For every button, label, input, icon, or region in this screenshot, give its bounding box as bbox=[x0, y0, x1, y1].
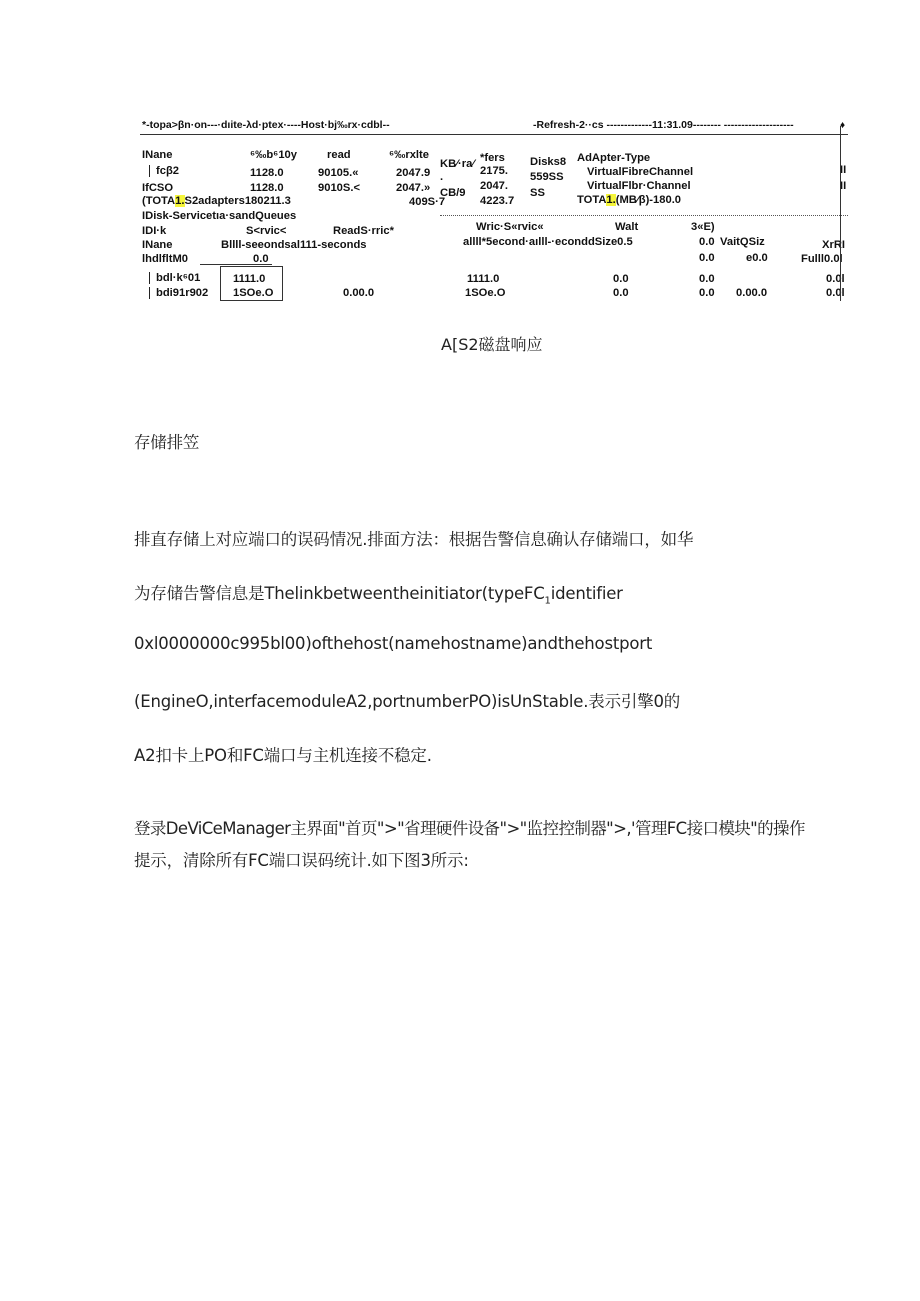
col-adapter: AdApter-Type bbox=[577, 152, 651, 164]
d2-b: 1SOe.O bbox=[465, 287, 506, 299]
col-write: ⁶‰rxlte bbox=[389, 149, 429, 161]
d2-a: 1SOe.O bbox=[233, 287, 274, 299]
paragraph-line: 提示，清除所有FC端口误码统计.如下图3所示: bbox=[134, 851, 469, 870]
d1-name: bdl·k⁶⁤01 bbox=[156, 272, 201, 284]
ihdl-label: lhdlfltM0 bbox=[142, 253, 188, 265]
d2-name: bdi91r902 bbox=[156, 287, 209, 299]
total-write: 409S·7 bbox=[409, 196, 446, 208]
r2-b: 1128.0 bbox=[250, 182, 284, 194]
r1-read: 90105.« bbox=[318, 167, 359, 179]
d1-b: 1111.0 bbox=[467, 273, 500, 285]
total2-row: TOTA1.(MB⁄β)-180.0 bbox=[577, 194, 682, 206]
d1-e: 0.0l bbox=[826, 273, 845, 285]
r1-end: II bbox=[840, 164, 847, 176]
paragraph-line: 登录DeViCeManager主界面"首页">"省理硬件设备">"监控控制器">,'管理FC接口模块"的操作 bbox=[134, 819, 805, 838]
terminal-header-left: *-topa>βn·on---·dıite-λd·ptex·----Host·bj‰rx·cdbl-- bbox=[142, 119, 390, 131]
col-3e: 3«E) bbox=[691, 221, 715, 233]
r2-end: II bbox=[840, 180, 847, 192]
col-vaitq: VaitQSiz bbox=[720, 236, 765, 248]
e00: e0.0 bbox=[746, 252, 768, 264]
d2-d: 0.0 bbox=[699, 287, 715, 299]
r1-adapter: VirtualFibreChannel bbox=[587, 166, 694, 178]
col-walt: Walt bbox=[615, 221, 639, 233]
col-b: ⁶‰b⁶⁤10y bbox=[250, 149, 297, 161]
r1-b: 1128.0 bbox=[250, 167, 284, 179]
paragraph-line: 排直存储上对应端口的误码情况.排面方法：根据告警信息确认存储端口，如华 bbox=[134, 530, 694, 549]
paragraph-line: A2扣卡上PO和FC端口与主机连接不稳定. bbox=[134, 746, 432, 765]
col-allll: allll*5econd·aılll-·econddSize0.5 bbox=[463, 236, 633, 248]
r2-xfers: 2047. bbox=[480, 180, 508, 192]
r2-read: 9010S.< bbox=[318, 182, 360, 194]
paragraph-line: (EngineO,interfacemoduleA2,portnumberPO)isUnStable.表示引擎0的 bbox=[134, 692, 681, 711]
col-idk: IDI·k bbox=[142, 225, 167, 237]
col-iname: INane bbox=[142, 149, 173, 161]
d2-e: 0.00.0 bbox=[736, 287, 768, 299]
section-heading: 存储排笠 bbox=[134, 433, 200, 452]
d1-d: 0.0 bbox=[699, 273, 715, 285]
right-edge bbox=[840, 126, 841, 301]
r2-name: IfCSO bbox=[142, 182, 174, 194]
r1-write: 2047.9 bbox=[396, 167, 431, 179]
mid-rule bbox=[440, 215, 848, 216]
col-kb-dot: . bbox=[440, 171, 444, 183]
col-kb: KB⁄·ra⁄ bbox=[440, 158, 475, 170]
col-seconds: Bllll-seeondsal111-seconds bbox=[221, 239, 367, 251]
w00a: 0.0 bbox=[699, 252, 715, 264]
col-write-service: Wric·S«rvic« bbox=[476, 221, 544, 233]
terminal-screenshot bbox=[140, 112, 850, 304]
header-rule bbox=[140, 134, 848, 135]
col-service: S<rvic< bbox=[246, 225, 287, 237]
ihdl-val: 0.0 bbox=[253, 253, 269, 265]
total-row: (TOTA1.S2adapters180211.3 bbox=[142, 195, 291, 207]
col-xfers: *fers bbox=[480, 152, 505, 164]
row-marker bbox=[149, 272, 150, 284]
row-marker bbox=[149, 165, 150, 177]
d2-c: 0.0 bbox=[613, 287, 629, 299]
col-read-service: ReadS·rric* bbox=[333, 225, 394, 237]
total-xfers: 4223.7 bbox=[480, 195, 515, 207]
r2-disks: SS bbox=[530, 187, 545, 199]
row-marker bbox=[149, 287, 150, 299]
col-full: Fulll0.0l bbox=[801, 253, 843, 265]
paragraph-line: 为存储告警信息是Thelinkbetweentheinitiator(typeFC$_1$identifier bbox=[134, 584, 623, 607]
r1-disks: 559SS bbox=[530, 171, 564, 183]
figure-caption: A[S2磁盘响应 bbox=[441, 335, 543, 354]
col-xrri: XrRI bbox=[822, 239, 846, 251]
col-cb: CB/9 bbox=[440, 187, 466, 199]
r1-name: fcβ2 bbox=[156, 165, 179, 177]
paragraph-line: 0xl0000000c995bl00)ofthehost(namehostname)andthehostport bbox=[134, 634, 653, 653]
r2-adapter: VirtualFlbr·Channel bbox=[587, 180, 691, 192]
disk-service-title: IDisk-Servicetıa·sandQueues bbox=[142, 210, 297, 222]
wait-a: 0.0 bbox=[699, 236, 715, 248]
terminal-header-end: ♦ bbox=[840, 120, 846, 131]
terminal-header-right: -Refresh-2··cs -------------11:31.09-------- -------------------- bbox=[533, 119, 794, 131]
r1-xfers: 2175. bbox=[480, 165, 508, 177]
d2-f: 0.0l bbox=[826, 287, 845, 299]
col-disks: Disks8 bbox=[530, 156, 567, 168]
d1-a: 1111.0 bbox=[233, 273, 266, 285]
col-read: read bbox=[327, 149, 351, 161]
r2-write: 2047.» bbox=[396, 182, 431, 194]
d1-c: 0.0 bbox=[613, 273, 629, 285]
col-iname2: INane bbox=[142, 239, 173, 251]
d2-mid: 0.00.0 bbox=[343, 287, 375, 299]
